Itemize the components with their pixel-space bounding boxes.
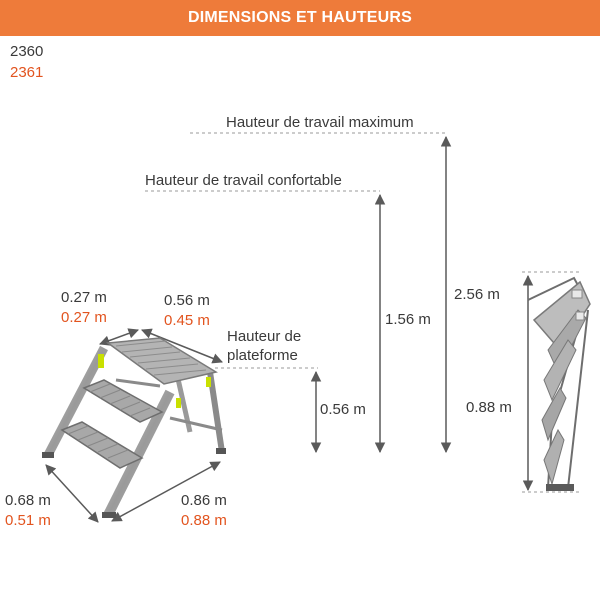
- base-width-2360: 0.68 m: [5, 492, 51, 509]
- model-2360-label: 2360: [10, 43, 44, 60]
- page-title: DIMENSIONS ET HAUTEURS: [188, 9, 412, 26]
- comfort-height-value: 1.56 m: [385, 311, 431, 328]
- step-depth-2360: 0.27 m: [61, 289, 107, 306]
- platform-width-2361: 0.45 m: [164, 312, 210, 329]
- platform-height-label-line1: Hauteur de: [227, 328, 302, 345]
- base-width-arrow: [46, 465, 98, 522]
- folded-ladder-illustration: [528, 278, 590, 491]
- step-depth-2361: 0.27 m: [61, 309, 107, 326]
- max-working-height-label: Hauteur de travail maximum: [226, 114, 414, 131]
- comfort-working-height-label: Hauteur de travail confortable: [145, 172, 342, 189]
- max-height-value: 2.56 m: [454, 286, 500, 303]
- base-width-2361: 0.51 m: [5, 512, 51, 529]
- platform-height-label-line2: plateforme: [227, 347, 298, 364]
- model-2361-label: 2361: [10, 64, 44, 81]
- platform-width-2360: 0.56 m: [164, 292, 210, 309]
- base-depth-2360: 0.86 m: [181, 492, 227, 509]
- base-depth-2361: 0.88 m: [181, 512, 227, 529]
- folded-height-value: 0.88 m: [466, 399, 512, 416]
- platform-height-value: 0.56 m: [320, 401, 366, 418]
